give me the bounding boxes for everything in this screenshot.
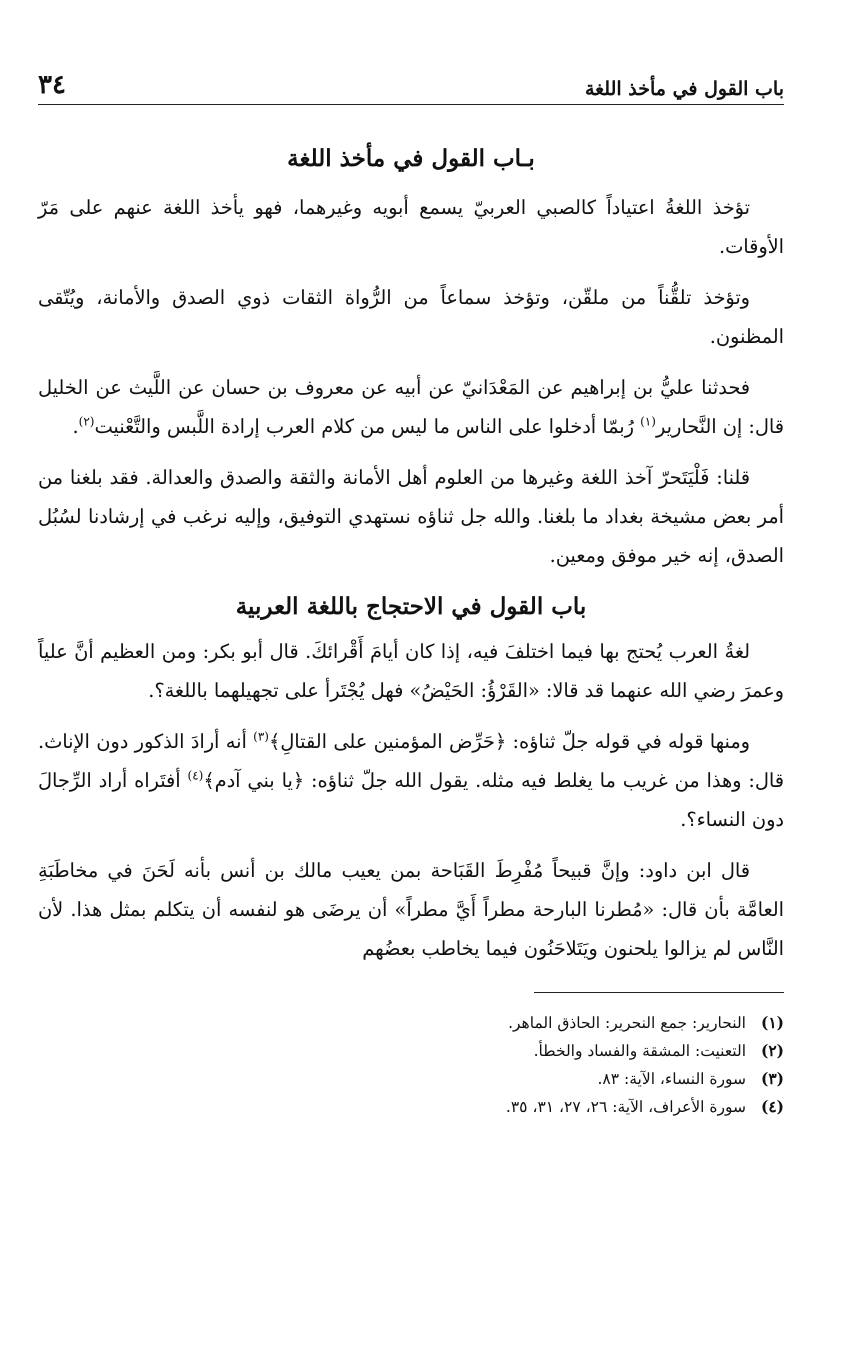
footnote-ref[interactable]: (٢) bbox=[78, 414, 95, 429]
paragraph: لغةُ العرب يُحتج بها فيما اختلفَ فيه، إذا كان أيامَ أَقْرائكَ. قال أبو بكر: ومن العظيم أنَّ علياً وعمرَ رضي الله عنهما قد قالا: «القَرْؤُ: الحَيْضُ» فهل يُجْتَرأ على تجهيلهما باللغة؟. bbox=[38, 639, 784, 702]
footnote-ref[interactable]: (٤) bbox=[187, 768, 204, 783]
section-2-body bbox=[38, 632, 784, 968]
footnote bbox=[38, 1065, 784, 1093]
section-heading-argumentation: باب القول في الاحتجاج باللغة العربية bbox=[235, 592, 587, 620]
footnote-number: (٤) bbox=[760, 1096, 784, 1116]
page-number: ٣٤ bbox=[38, 70, 66, 100]
footnote-number: (٣) bbox=[760, 1068, 784, 1088]
paragraph: وتؤخذ تلقُّناً من ملقّن، وتؤخذ سماعاً من الرُّواة الثقات ذوي الصدق والأمانة، ويُتّقى المظنون. bbox=[38, 285, 784, 348]
footnote bbox=[38, 1037, 784, 1065]
footnote-ref[interactable]: (٣) bbox=[253, 729, 269, 744]
footnote-number: (٢) bbox=[760, 1040, 784, 1060]
footnote bbox=[38, 1093, 784, 1121]
footnote-text: سورة النساء، الآية: ٨٣. bbox=[597, 1069, 746, 1088]
footnote bbox=[38, 1009, 784, 1037]
paragraph: قلنا: فَلْيَتَحرّ آخذ اللغة وغيرها من العلوم أهل الأمانة والثقة والصدق والعدالة. فقد بلغنا من أمر بعض مشيخة بغداد ما بلغنا. والله جل ثناؤه نستهدي التوفيق، وإليه نرغب في إرشادنا لسُبُل الصدق، إنه خير موفق ومعين. bbox=[38, 465, 784, 567]
running-header bbox=[38, 60, 784, 105]
footnote-divider bbox=[534, 992, 784, 993]
footnote-text: التعنيت: المشقة والفساد والخطأ. bbox=[533, 1041, 746, 1060]
footnotes bbox=[38, 1009, 784, 1121]
running-title: باب القول في مأخذ اللغة bbox=[584, 78, 784, 100]
footnote-ref[interactable]: (١) bbox=[640, 414, 656, 429]
paragraph: تؤخذ اللغةُ اعتياداً كالصبي العربيّ يسمع أبويه وغيرهما، فهو يأخذ اللغة عنهم على مَرّ الأوقات. bbox=[38, 195, 784, 258]
footnote-text: سورة الأعراف، الآية: ٢٦، ٢٧، ٣١، ٣٥. bbox=[505, 1097, 746, 1116]
footnote-text: النحارير: جمع النحرير: الحاذق الماهر. bbox=[508, 1013, 746, 1032]
section-heading-language-sources: بـاب القول في مأخذ اللغة bbox=[287, 145, 535, 172]
paragraph: قال ابن داود: وإنَّ قبيحاً مُفْرِطَ القَبَاحة بمن يعيب مالك بن أنس بأنه لَحَنَ في مخاطَبَةِ العامَّة بأن قال: «مُطرنا البارحة مطراً أَيَّ مطراً» أن يرضَى هو لنفسه أن يتكلم بمثل هذا. لأن النَّاس لم يزالوا يلحنون ويَتَلاحَنُون فيما يخاطب بعضُهم bbox=[38, 858, 784, 960]
footnote-number: (١) bbox=[760, 1012, 784, 1032]
section-1-body bbox=[38, 188, 784, 575]
paragraph: ومنها قوله في قوله جلّ ثناؤه: ﴿حَرِّض المؤمنين على القتالِ﴾$^{(٣)}$ أنه أرادَ الذكور دون الإناث. قال: وهذا من غريب ما يغلط فيه مثله. يقول الله جلّ ثناؤه: ﴿يا بني آدم﴾$^{(٤)}$ أفتَراه أراد الرِّجالَ دون النساء؟. bbox=[38, 729, 784, 831]
paragraph: فحدثنا عليُّ بن إبراهيم عن المَعْدَانيّ عن أبيه عن معروف بن حسان عن اللَّيث عن الخليل قال: إن النَّحارير$^{(١)}$ رُبمّا أدخلوا على الناس ما ليس من كلام العرب إرادة اللَّبس والتَّعْنيت$^{(٢)}$. bbox=[38, 375, 784, 438]
book-page bbox=[38, 60, 784, 1320]
